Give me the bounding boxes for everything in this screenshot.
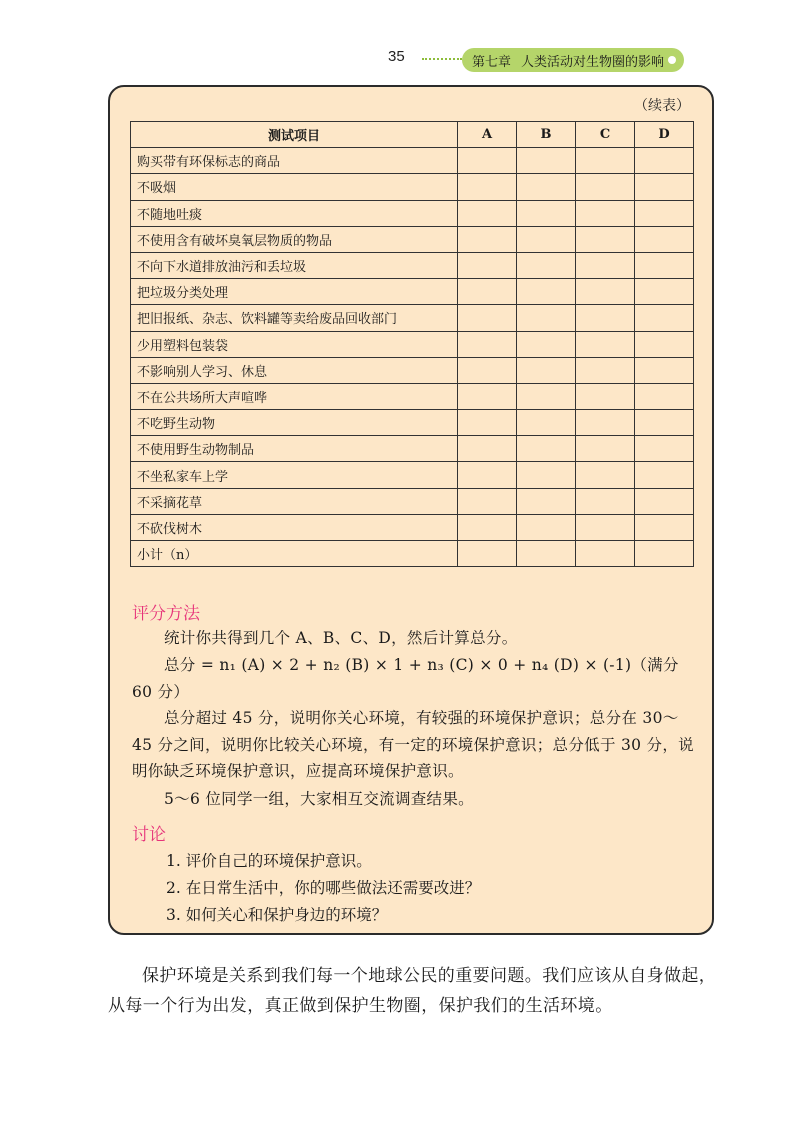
- test-item-label: 不在公共场所大声喧哗: [131, 383, 458, 409]
- grade-cell-b[interactable]: [517, 305, 576, 331]
- discussion-item-1: 1. 评价自己的环境保护意识。: [166, 852, 372, 870]
- grade-cell-d[interactable]: [635, 226, 694, 252]
- table-row: [131, 436, 694, 462]
- test-item-label: 不坐私家车上学: [131, 462, 458, 488]
- scoring-title: 评分方法: [132, 604, 200, 624]
- grade-cell-d[interactable]: [635, 305, 694, 331]
- table-row: [131, 331, 694, 357]
- grade-cell-b[interactable]: [517, 331, 576, 357]
- grade-cell-c[interactable]: [576, 488, 635, 514]
- grade-cell-b[interactable]: [517, 279, 576, 305]
- discussion-item-3: 3. 如何关心和保护身边的环境？: [166, 906, 388, 924]
- test-item-label: 购买带有环保标志的商品: [131, 148, 458, 174]
- table-row: [131, 462, 694, 488]
- grade-cell-c[interactable]: [576, 148, 635, 174]
- grade-cell-b[interactable]: [517, 252, 576, 278]
- header-test-item: 测试项目: [131, 122, 458, 148]
- header-dotted-leader: [422, 58, 462, 60]
- scoring-paragraph-3: 总分超过 45 分，说明你关心环境，有较强的环境保护意识；总分在 30～45 分之间，说明你比较关心环境，有一定的环境保护意识；总分低于 30 分，说明你缺乏环境保护意识，应提高环境保护意识。: [132, 709, 694, 780]
- test-item-label: 不吸烟: [131, 174, 458, 200]
- grade-cell-b[interactable]: [517, 174, 576, 200]
- scoring-paragraph-4: 5～6 位同学一组，大家相互交流调查结果。: [164, 790, 474, 808]
- grade-cell-d[interactable]: [635, 148, 694, 174]
- grade-cell-a[interactable]: [458, 148, 517, 174]
- grade-cell-a[interactable]: [458, 174, 517, 200]
- table-row: [131, 174, 694, 200]
- header-grade-a: A: [458, 122, 517, 148]
- grade-cell-b[interactable]: [517, 383, 576, 409]
- scoring-paragraph-1: 统计你共得到几个 A、B、C、D，然后计算总分。: [164, 629, 518, 647]
- test-item-label: 不向下水道排放油污和丢垃圾: [131, 252, 458, 278]
- grade-cell-c[interactable]: [576, 383, 635, 409]
- grade-cell-d[interactable]: [635, 383, 694, 409]
- grade-cell-a[interactable]: [458, 357, 517, 383]
- chapter-title: 人类活动对生物圈的影响: [521, 54, 665, 70]
- grade-cell-d[interactable]: [635, 462, 694, 488]
- banner-dot-icon: [668, 56, 676, 64]
- grade-cell-c[interactable]: [576, 541, 635, 567]
- test-item-label: 不采摘花草: [131, 488, 458, 514]
- grade-cell-d[interactable]: [635, 514, 694, 540]
- grade-cell-d[interactable]: [635, 174, 694, 200]
- closing-paragraph: 保护环境是关系到我们每一个地球公民的重要问题。我们应该从自身做起，从每一个行为出发，真正做到保护生物圈，保护我们的生活环境。: [108, 966, 717, 1016]
- grade-cell-c[interactable]: [576, 200, 635, 226]
- header-grade-d: D: [635, 122, 694, 148]
- grade-cell-b[interactable]: [517, 436, 576, 462]
- grade-cell-a[interactable]: [458, 436, 517, 462]
- table-row: [131, 383, 694, 409]
- table-row: [131, 200, 694, 226]
- grade-cell-b[interactable]: [517, 462, 576, 488]
- grade-cell-b[interactable]: [517, 488, 576, 514]
- table-continued-label: （续表）: [634, 98, 690, 114]
- table-header-row: [131, 122, 694, 148]
- grade-cell-b[interactable]: [517, 514, 576, 540]
- grade-cell-a[interactable]: [458, 462, 517, 488]
- test-item-label: 把旧报纸、杂志、饮料罐等卖给废品回收部门: [131, 305, 458, 331]
- grade-cell-a[interactable]: [458, 252, 517, 278]
- table-row: [131, 541, 694, 567]
- grade-cell-c[interactable]: [576, 331, 635, 357]
- grade-cell-a[interactable]: [458, 410, 517, 436]
- test-item-label: 不使用野生动物制品: [131, 436, 458, 462]
- grade-cell-c[interactable]: [576, 357, 635, 383]
- grade-cell-d[interactable]: [635, 357, 694, 383]
- grade-cell-b[interactable]: [517, 410, 576, 436]
- grade-cell-c[interactable]: [576, 436, 635, 462]
- grade-cell-a[interactable]: [458, 541, 517, 567]
- test-item-label: 不砍伐树木: [131, 514, 458, 540]
- table-row: [131, 305, 694, 331]
- grade-cell-c[interactable]: [576, 252, 635, 278]
- test-item-label: 把垃圾分类处理: [131, 279, 458, 305]
- table-row: [131, 279, 694, 305]
- table-row: [131, 226, 694, 252]
- grade-cell-c[interactable]: [576, 226, 635, 252]
- table-row: [131, 410, 694, 436]
- grade-cell-a[interactable]: [458, 226, 517, 252]
- grade-cell-c[interactable]: [576, 279, 635, 305]
- grade-cell-d[interactable]: [635, 541, 694, 567]
- grade-cell-d[interactable]: [635, 488, 694, 514]
- grade-cell-c[interactable]: [576, 410, 635, 436]
- grade-cell-c[interactable]: [576, 174, 635, 200]
- grade-cell-d[interactable]: [635, 331, 694, 357]
- self-test-table: [130, 121, 694, 567]
- discussion-title: 讨论: [132, 825, 166, 845]
- chapter-banner: [462, 48, 684, 72]
- grade-cell-c[interactable]: [576, 462, 635, 488]
- chapter-number: 第七章: [472, 54, 512, 70]
- grade-cell-a[interactable]: [458, 383, 517, 409]
- grade-cell-a[interactable]: [458, 514, 517, 540]
- activity-box: [108, 85, 714, 935]
- header-grade-c: C: [576, 122, 635, 148]
- grade-cell-b[interactable]: [517, 148, 576, 174]
- grade-cell-b[interactable]: [517, 200, 576, 226]
- table-row: [131, 357, 694, 383]
- table-row: [131, 148, 694, 174]
- test-item-label: 不使用含有破坏臭氧层物质的物品: [131, 226, 458, 252]
- grade-cell-b[interactable]: [517, 541, 576, 567]
- grade-cell-a[interactable]: [458, 279, 517, 305]
- grade-cell-a[interactable]: [458, 305, 517, 331]
- grade-cell-b[interactable]: [517, 226, 576, 252]
- grade-cell-d[interactable]: [635, 252, 694, 278]
- test-item-label: 少用塑料包装袋: [131, 331, 458, 357]
- grade-cell-d[interactable]: [635, 410, 694, 436]
- grade-cell-a[interactable]: [458, 331, 517, 357]
- grade-cell-b[interactable]: [517, 357, 576, 383]
- grade-cell-c[interactable]: [576, 514, 635, 540]
- table-row: [131, 252, 694, 278]
- grade-cell-a[interactable]: [458, 488, 517, 514]
- grade-cell-d[interactable]: [635, 279, 694, 305]
- grade-cell-c[interactable]: [576, 305, 635, 331]
- test-item-label: 小计（n）: [131, 541, 458, 567]
- page-number: 35: [388, 48, 405, 65]
- test-item-label: 不随地吐痰: [131, 200, 458, 226]
- grade-cell-d[interactable]: [635, 200, 694, 226]
- test-item-label: 不吃野生动物: [131, 410, 458, 436]
- test-item-label: 不影响别人学习、休息: [131, 357, 458, 383]
- discussion-item-2: 2. 在日常生活中，你的哪些做法还需要改进？: [166, 879, 481, 897]
- grade-cell-d[interactable]: [635, 436, 694, 462]
- table-row: [131, 514, 694, 540]
- grade-cell-a[interactable]: [458, 200, 517, 226]
- scoring-formula: 总分 = n₁ (A) × 2 + n₂ (B) × 1 + n₃ (C) × 0 + n₄ (D) × (-1)（满分 60 分）: [132, 656, 679, 701]
- table-row: [131, 488, 694, 514]
- header-grade-b: B: [517, 122, 576, 148]
